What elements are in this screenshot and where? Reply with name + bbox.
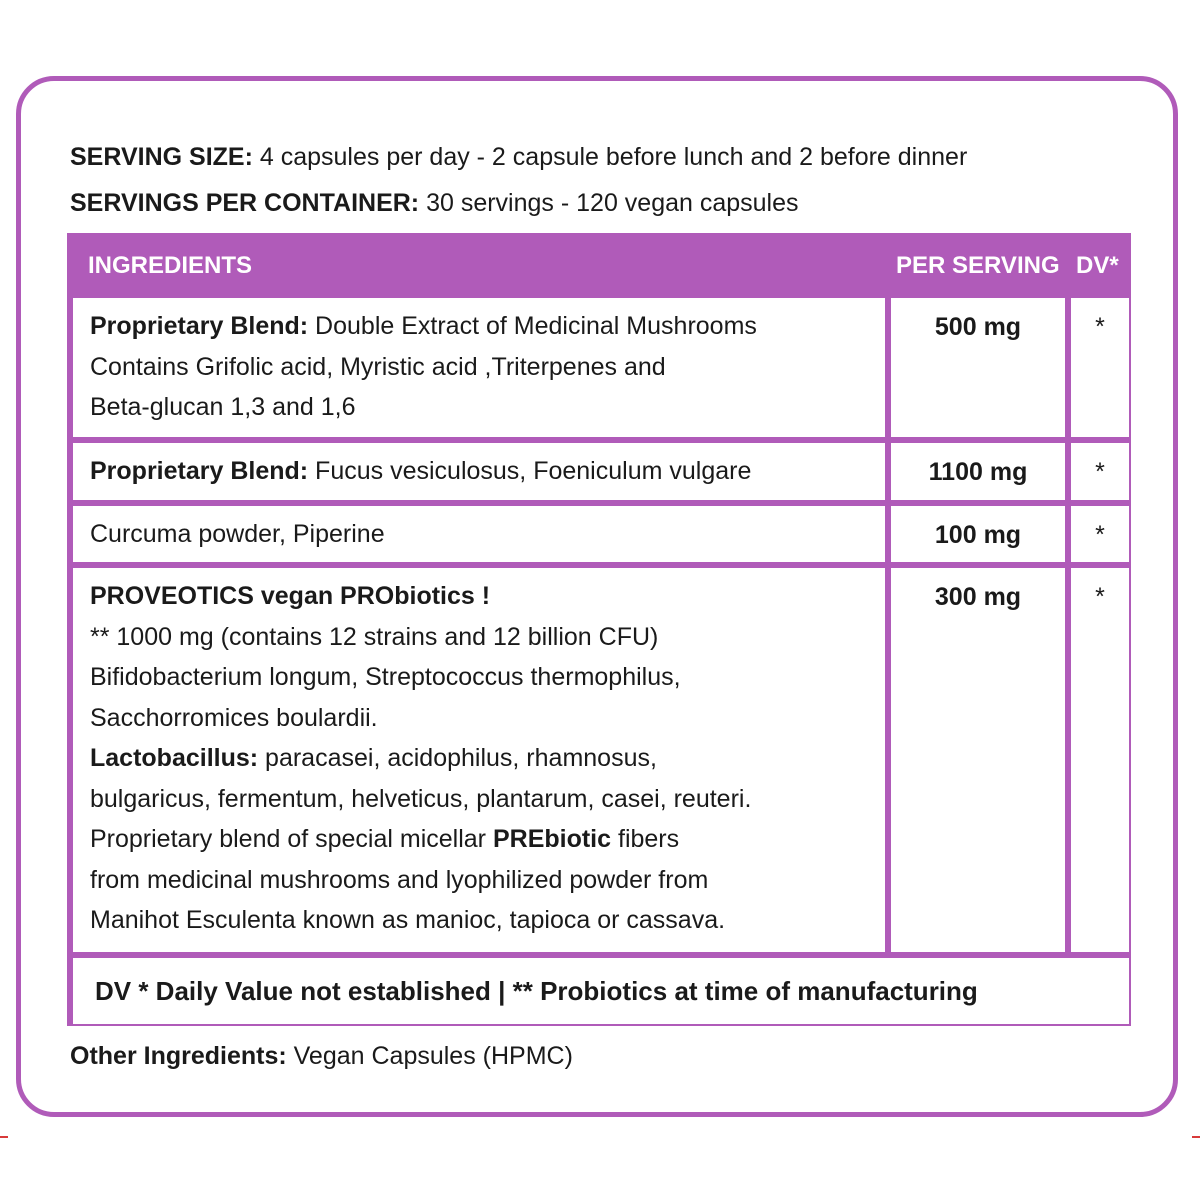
ingredient-line: Lactobacillus: paracasei, acidophilus, rhamnosus, xyxy=(90,744,657,772)
ingredient-line: Contains Grifolic acid, Myristic acid ,Triterpenes and xyxy=(90,352,666,381)
ingredient-line: Sacchorromices boulardii. xyxy=(90,703,378,732)
servings-per-container-value: 30 servings - 120 vegan capsules xyxy=(419,189,799,217)
table-row-2-ingredient xyxy=(73,443,885,500)
table-row-1-dv: * xyxy=(1071,298,1129,437)
other-ingredients xyxy=(70,1040,573,1072)
table-row-4-dv: * xyxy=(1071,568,1129,952)
ingredient-line: ** 1000 mg (contains 12 strains and 12 billion CFU) xyxy=(90,622,659,651)
table-footnote-row xyxy=(73,958,1129,1024)
ingredient-line: Bifidobacterium longum, Streptococcus thermophilus, xyxy=(90,663,681,691)
table-row-2-amount: 1100 mg xyxy=(891,443,1065,500)
serving-size xyxy=(70,142,967,172)
table-row-2-dv: * xyxy=(1071,443,1129,500)
table-row-1-ingredient xyxy=(73,298,885,437)
header-dv: DV* xyxy=(1076,252,1119,279)
serving-size-value: 4 capsules per day - 2 capsule before lunch and 2 before dinner xyxy=(252,143,968,171)
ingredient-line: bulgaricus, fermentum, helveticus, plantarum, casei, reuteri. xyxy=(90,784,752,813)
table-row-4-amount: 300 mg xyxy=(891,568,1065,952)
table-row-3-amount: 100 mg xyxy=(891,506,1065,562)
header-per-serving: PER SERVING xyxy=(896,252,1060,279)
edge-mark-left xyxy=(0,1136,8,1138)
table-row-1-amount: 500 mg xyxy=(891,298,1065,437)
ingredient-line: from medicinal mushrooms and lyophilized powder from xyxy=(90,865,709,894)
ingredient-line: Proprietary Blend: Fucus vesiculosus, Foeniculum vulgare xyxy=(90,457,752,485)
other-ingredients-label: Other Ingredients: xyxy=(70,1042,287,1070)
edge-mark-right xyxy=(1192,1136,1200,1138)
table-row-3-ingredient xyxy=(73,506,885,562)
other-ingredients-value: Vegan Capsules (HPMC) xyxy=(286,1042,573,1070)
table-row-3-dv: * xyxy=(1071,506,1129,562)
header-ingredients: INGREDIENTS xyxy=(88,252,253,279)
ingredient-line: Proprietary blend of special micellar PREbiotic fibers xyxy=(90,825,680,853)
ingredient-line: Beta-glucan 1,3 and 1,6 xyxy=(90,393,356,421)
footnote-text: DV * Daily Value not established | ** Probiotics at time of manufacturing xyxy=(95,976,978,1006)
ingredient-line: PROVEOTICS vegan PRObiotics ! xyxy=(90,582,491,610)
servings-per-container-label: SERVINGS PER CONTAINER: xyxy=(70,189,420,217)
serving-size-label: SERVING SIZE: xyxy=(70,143,253,171)
ingredient-line: Proprietary Blend: Double Extract of Medicinal Mushrooms xyxy=(90,312,757,340)
ingredients-table xyxy=(67,233,1131,1026)
ingredient-line: Curcuma powder, Piperine xyxy=(90,520,385,548)
servings-per-container xyxy=(70,188,799,218)
ingredient-line: Manihot Esculenta known as manioc, tapioca or cassava. xyxy=(90,906,726,934)
table-row-4-ingredient xyxy=(73,568,885,952)
